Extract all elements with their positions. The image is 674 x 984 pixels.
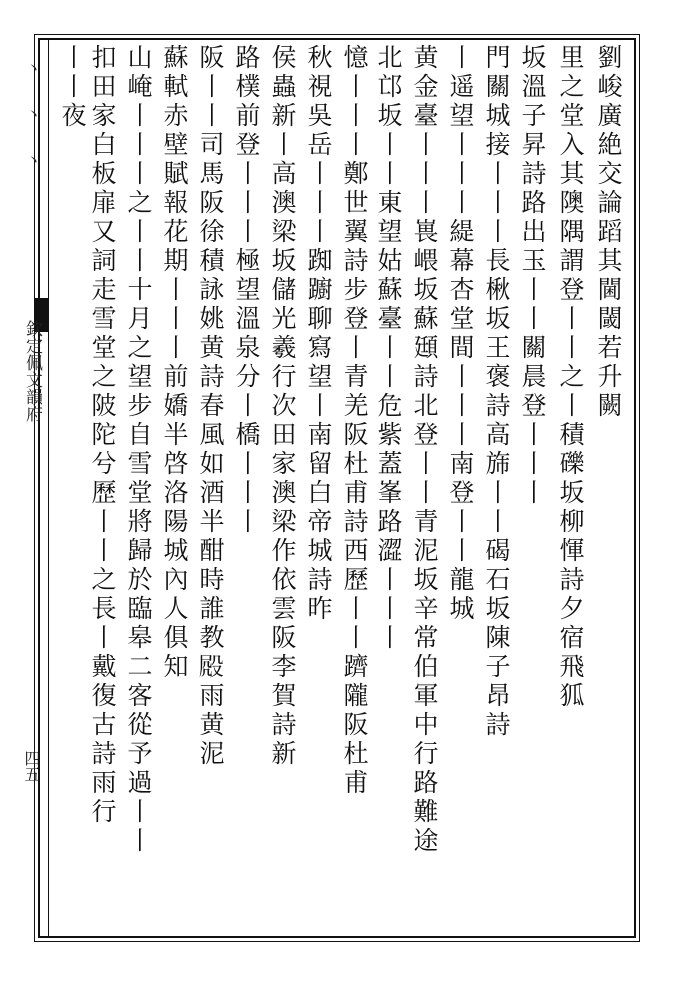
- text-column-13: 蘇軾赤壁賦報花期丨丨丨前嬌半啓洛陽城內人俱知: [160, 44, 189, 682]
- text-column-15: 扣田家白板扉又詞走雪堂之陂陀兮歷丨丨之長丨戴復古詩雨行: [88, 44, 117, 827]
- text-column-2: 里之堂入其隩隅謂登丨丨之丨積礫坂柳惲詩夕宿飛狐: [556, 44, 585, 711]
- text-column-9: 秋視吳岳丨丨丨踟躕聊寫望丨南留白帝城詩昨: [304, 44, 333, 624]
- text-column-12: 阪丨丨司馬阪徐積詠姚黄詩春風如酒半酣時誰教𣪍雨黄泥: [196, 44, 225, 769]
- text-column-8: 憶丨丨丨鄭世翼詩步登丨青羌阪杜甫詩西歷丨丨躋隴阪杜甫: [340, 44, 369, 798]
- text-column-10: 侯蟲新丨高澳梁坂儲光羲行次田家澳梁作依雲阪李賀詩新: [268, 44, 297, 769]
- text-column-1: 劉峻廣絶交論蹈其閫閾若升闕: [594, 44, 623, 421]
- text-column-4: 門關城接丨丨丨長楸坂王褒詩高旆丨丨碣石坂陳子昂詩: [482, 44, 511, 740]
- text-column-11: 路樸前登丨丨丨極望溫泉分丨橋丨丨丨: [232, 44, 261, 537]
- text-column-6: 黄金臺丨丨丨嵔㟪坂蘇頲詩北登丨丨青泥坂辛常伯軍中行路難途: [410, 44, 439, 856]
- margin-top-marks: 丶丶丶: [23, 60, 42, 198]
- text-column-16: 丨丨夜: [58, 44, 87, 131]
- text-column-5: 丨遥望丨丨丨緹幕杏堂間丨丨丨南登丨丨龍城: [446, 44, 475, 624]
- text-column-3: 坂溫子昇詩路出玉丨丨關晨登丨丨丨: [518, 44, 547, 508]
- gutter-rule: [48, 40, 49, 936]
- text-column-14: 山崦丨丨丨之丨丨十月之望步自雪堂將歸於臨皋二客從予過丨丨: [124, 44, 153, 856]
- margin-book-title: 欽定佩文韻府: [22, 320, 42, 422]
- text-column-7: 北邙坂丨丨東望姑蘇臺丨丨危紫蓋峯路澀丨丨丨: [374, 44, 403, 653]
- page-number: 四五: [22, 750, 41, 782]
